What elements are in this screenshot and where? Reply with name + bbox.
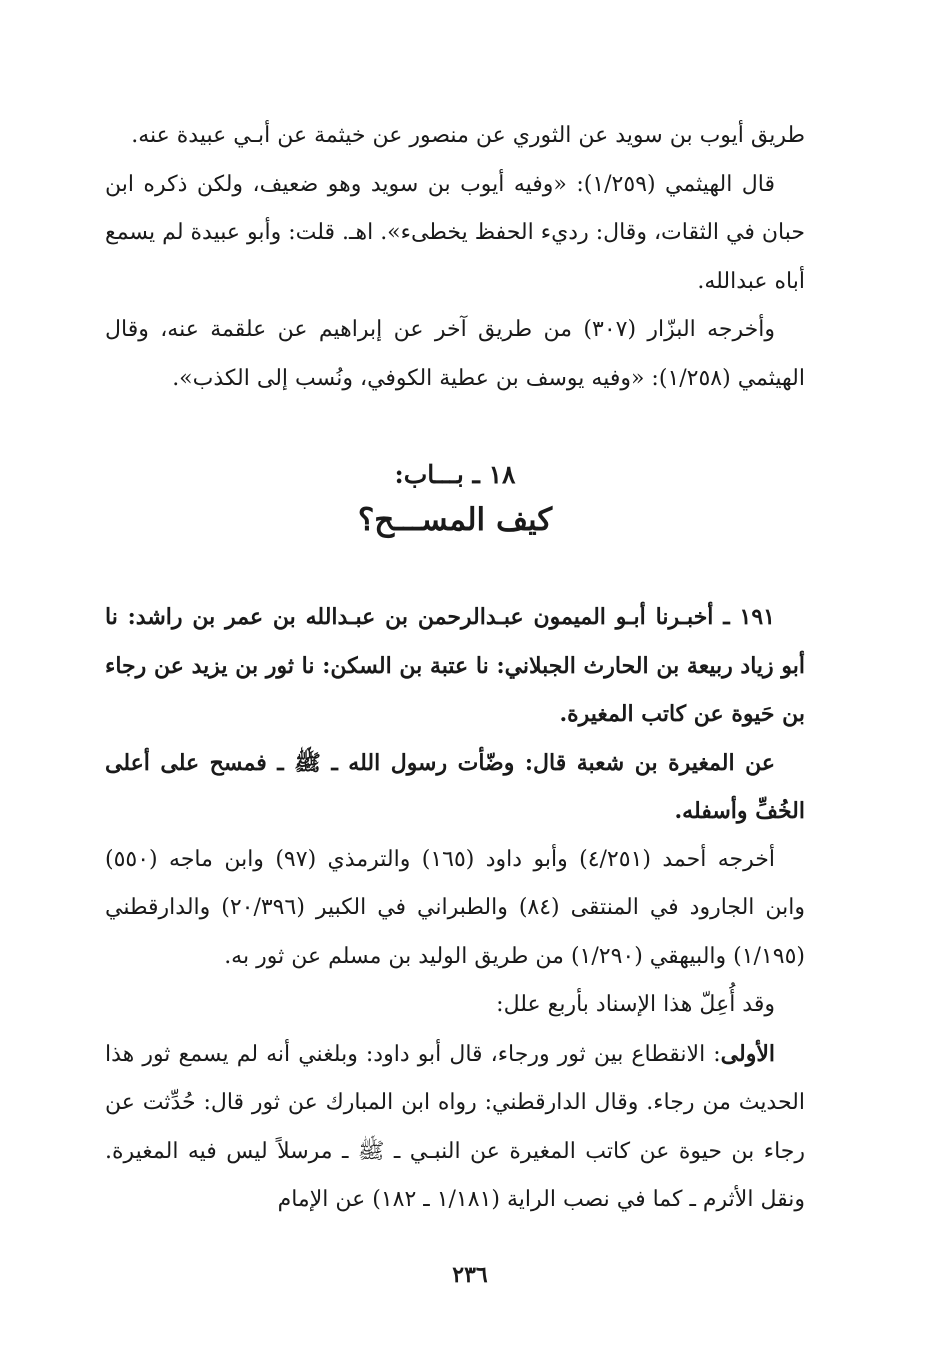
chapter-number: ١٨ ـ بـــاب: — [394, 460, 516, 489]
paragraph-takhrij: أخرجه أحمد (٤/٢٥١) وأبو داود (١٦٥) والترمذي (٩٧) وابن ماجه (٥٥٠) وابن الجارود في المنتقى (٨٤) والطبراني في الكبير (٢٠/٣٩٦) والدارقطني (١/١٩٥) والبيهقي (١/٢٩٠) من طريق الوليد بن مسلم عن ثور به. — [105, 846, 805, 969]
paragraph-illal-intro: وقد أُعِلّ هذا الإسناد بأربع علل: — [496, 992, 775, 1017]
page-number: ٢٣٦ — [452, 1262, 488, 1288]
hadith-isnad: ١٩١ ـ أخبـرنا أبـو الميمون عبـدالرحمن بن عبـدالله بن عمر بن راشد: نا أبو زياد ربيعة بن الحارث الجبلاني: نا عتبة بن السكن: نا ثور بن يزيد عن رجاء بن حَيوة عن كاتب المغيرة. — [105, 604, 805, 727]
paragraph-haythami-note: قال الهيثمي (١/٢٥٩): «وفيه أيوب بن سويد وهو ضعيف، ولكن ذكره ابن حبان في الثقات، وقال: رديء الحفظ يخطىء». اهـ. قلت: وأبو عبيدة لم يسمع أباه عبدالله. — [105, 171, 805, 294]
chapter-title: كيف المســـح؟ — [357, 502, 553, 538]
hadith-matn: عن المغيرة بن شعبة قال: وضّأت رسول الله ـ ﷺ ـ فمسح على أعلى الخُفِّ وأسفله. — [105, 749, 805, 824]
paragraph-bazzar-note: وأخرجه البزّار (٣٠٧) من طريق آخر عن إبراهيم عن علقمة عنه، وقال الهيثمي (١/٢٥٨): «وفيه يوسف بن عطية الكوفي، ونُسب إلى الكذب». — [105, 317, 805, 391]
paragraph-continuation: طريق أيوب بن سويد عن الثوري عن منصور عن خيثمة عن أبـي عبيدة عنه. — [131, 123, 805, 148]
first-illa-text: : الانقطاع بين ثور ورجاء، قال أبو داود: وبلغني أنه لم يسمع ثور هذا الحديث من رجاء. وقال الدارقطني: رواه ابن المبارك عن ثور قال: حُدِّثت عن رجاء بن حيوة عن كاتب المغيرة عن النبـي ـ ﷺ ـ مرسلاً ليس فيه المغيرة. ونقل الأثرم ـ كما في نصب الراية (١/١٨١ ـ ١٨٢) عن الإمام — [105, 1041, 805, 1212]
page-body — [105, 112, 805, 1225]
paragraph-first-illa — [105, 1030, 805, 1225]
first-illa-label: الأولى — [720, 1040, 775, 1067]
